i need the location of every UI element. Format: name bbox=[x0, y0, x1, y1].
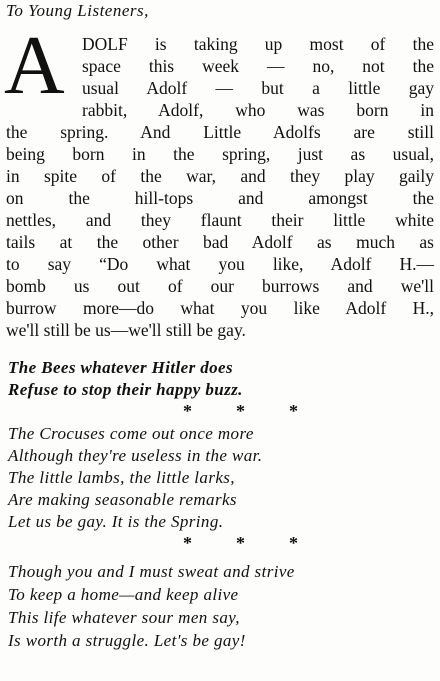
prose-line: we'll still be us—we'll still be gay. bbox=[6, 320, 246, 340]
section-separator bbox=[0, 401, 440, 421]
prose-line: space this week — no, not the bbox=[82, 56, 434, 76]
prose-line: burrow more—do what you like Adolf H., bbox=[6, 298, 434, 318]
section-separator bbox=[0, 533, 440, 553]
greeting-heading: To Young Listeners, bbox=[6, 1, 149, 20]
verse-line: Let us be gay. It is the Spring. bbox=[8, 512, 224, 531]
separator-star: * bbox=[236, 533, 245, 553]
prose-line: usual Adolf — but a little gay bbox=[82, 78, 434, 98]
prose-line: being born in the spring, just as usual, bbox=[6, 144, 434, 164]
prose-line: bomb us out of our burrows and we'll bbox=[6, 276, 434, 296]
verse-line: Refuse to stop their happy buzz. bbox=[8, 380, 243, 399]
prose-line: rabbit, Adolf, who was born in bbox=[82, 100, 434, 120]
prose-line: on the hill-tops and amongst the bbox=[6, 188, 434, 208]
prose-line: to say “Do what you like, Adolf H.— bbox=[6, 254, 434, 274]
prose-line: the spring. And Little Adolfs are still bbox=[6, 122, 434, 142]
prose-line: DOLF is taking up most of the bbox=[82, 34, 434, 54]
separator-star: * bbox=[183, 533, 192, 553]
verse-line: To keep a home—and keep alive bbox=[8, 585, 239, 604]
prose-line: tails at the other bad Adolf as much as bbox=[6, 232, 434, 252]
verse-line: Although they're useless in the war. bbox=[8, 446, 263, 465]
verse-line: Though you and I must sweat and strive bbox=[8, 562, 295, 581]
separator-star: * bbox=[183, 401, 192, 421]
drop-cap-letter: A bbox=[4, 19, 65, 112]
verse-line: Are making seasonable remarks bbox=[8, 490, 237, 509]
separator-star: * bbox=[289, 401, 298, 421]
prose-line: in spite of the war, and they play gaily bbox=[6, 166, 434, 186]
separator-star: * bbox=[236, 401, 245, 421]
prose-line: nettles, and they flaunt their little white bbox=[6, 210, 434, 230]
verse-line: Is worth a struggle. Let's be gay! bbox=[8, 631, 246, 650]
verse-line: The little lambs, the little larks, bbox=[8, 468, 235, 487]
verse-line: The Bees whatever Hitler does bbox=[8, 358, 234, 377]
separator-star: * bbox=[289, 533, 298, 553]
verse-line: The Crocuses come out once more bbox=[8, 424, 254, 443]
verse-line: This life whatever sour men say, bbox=[8, 608, 240, 627]
